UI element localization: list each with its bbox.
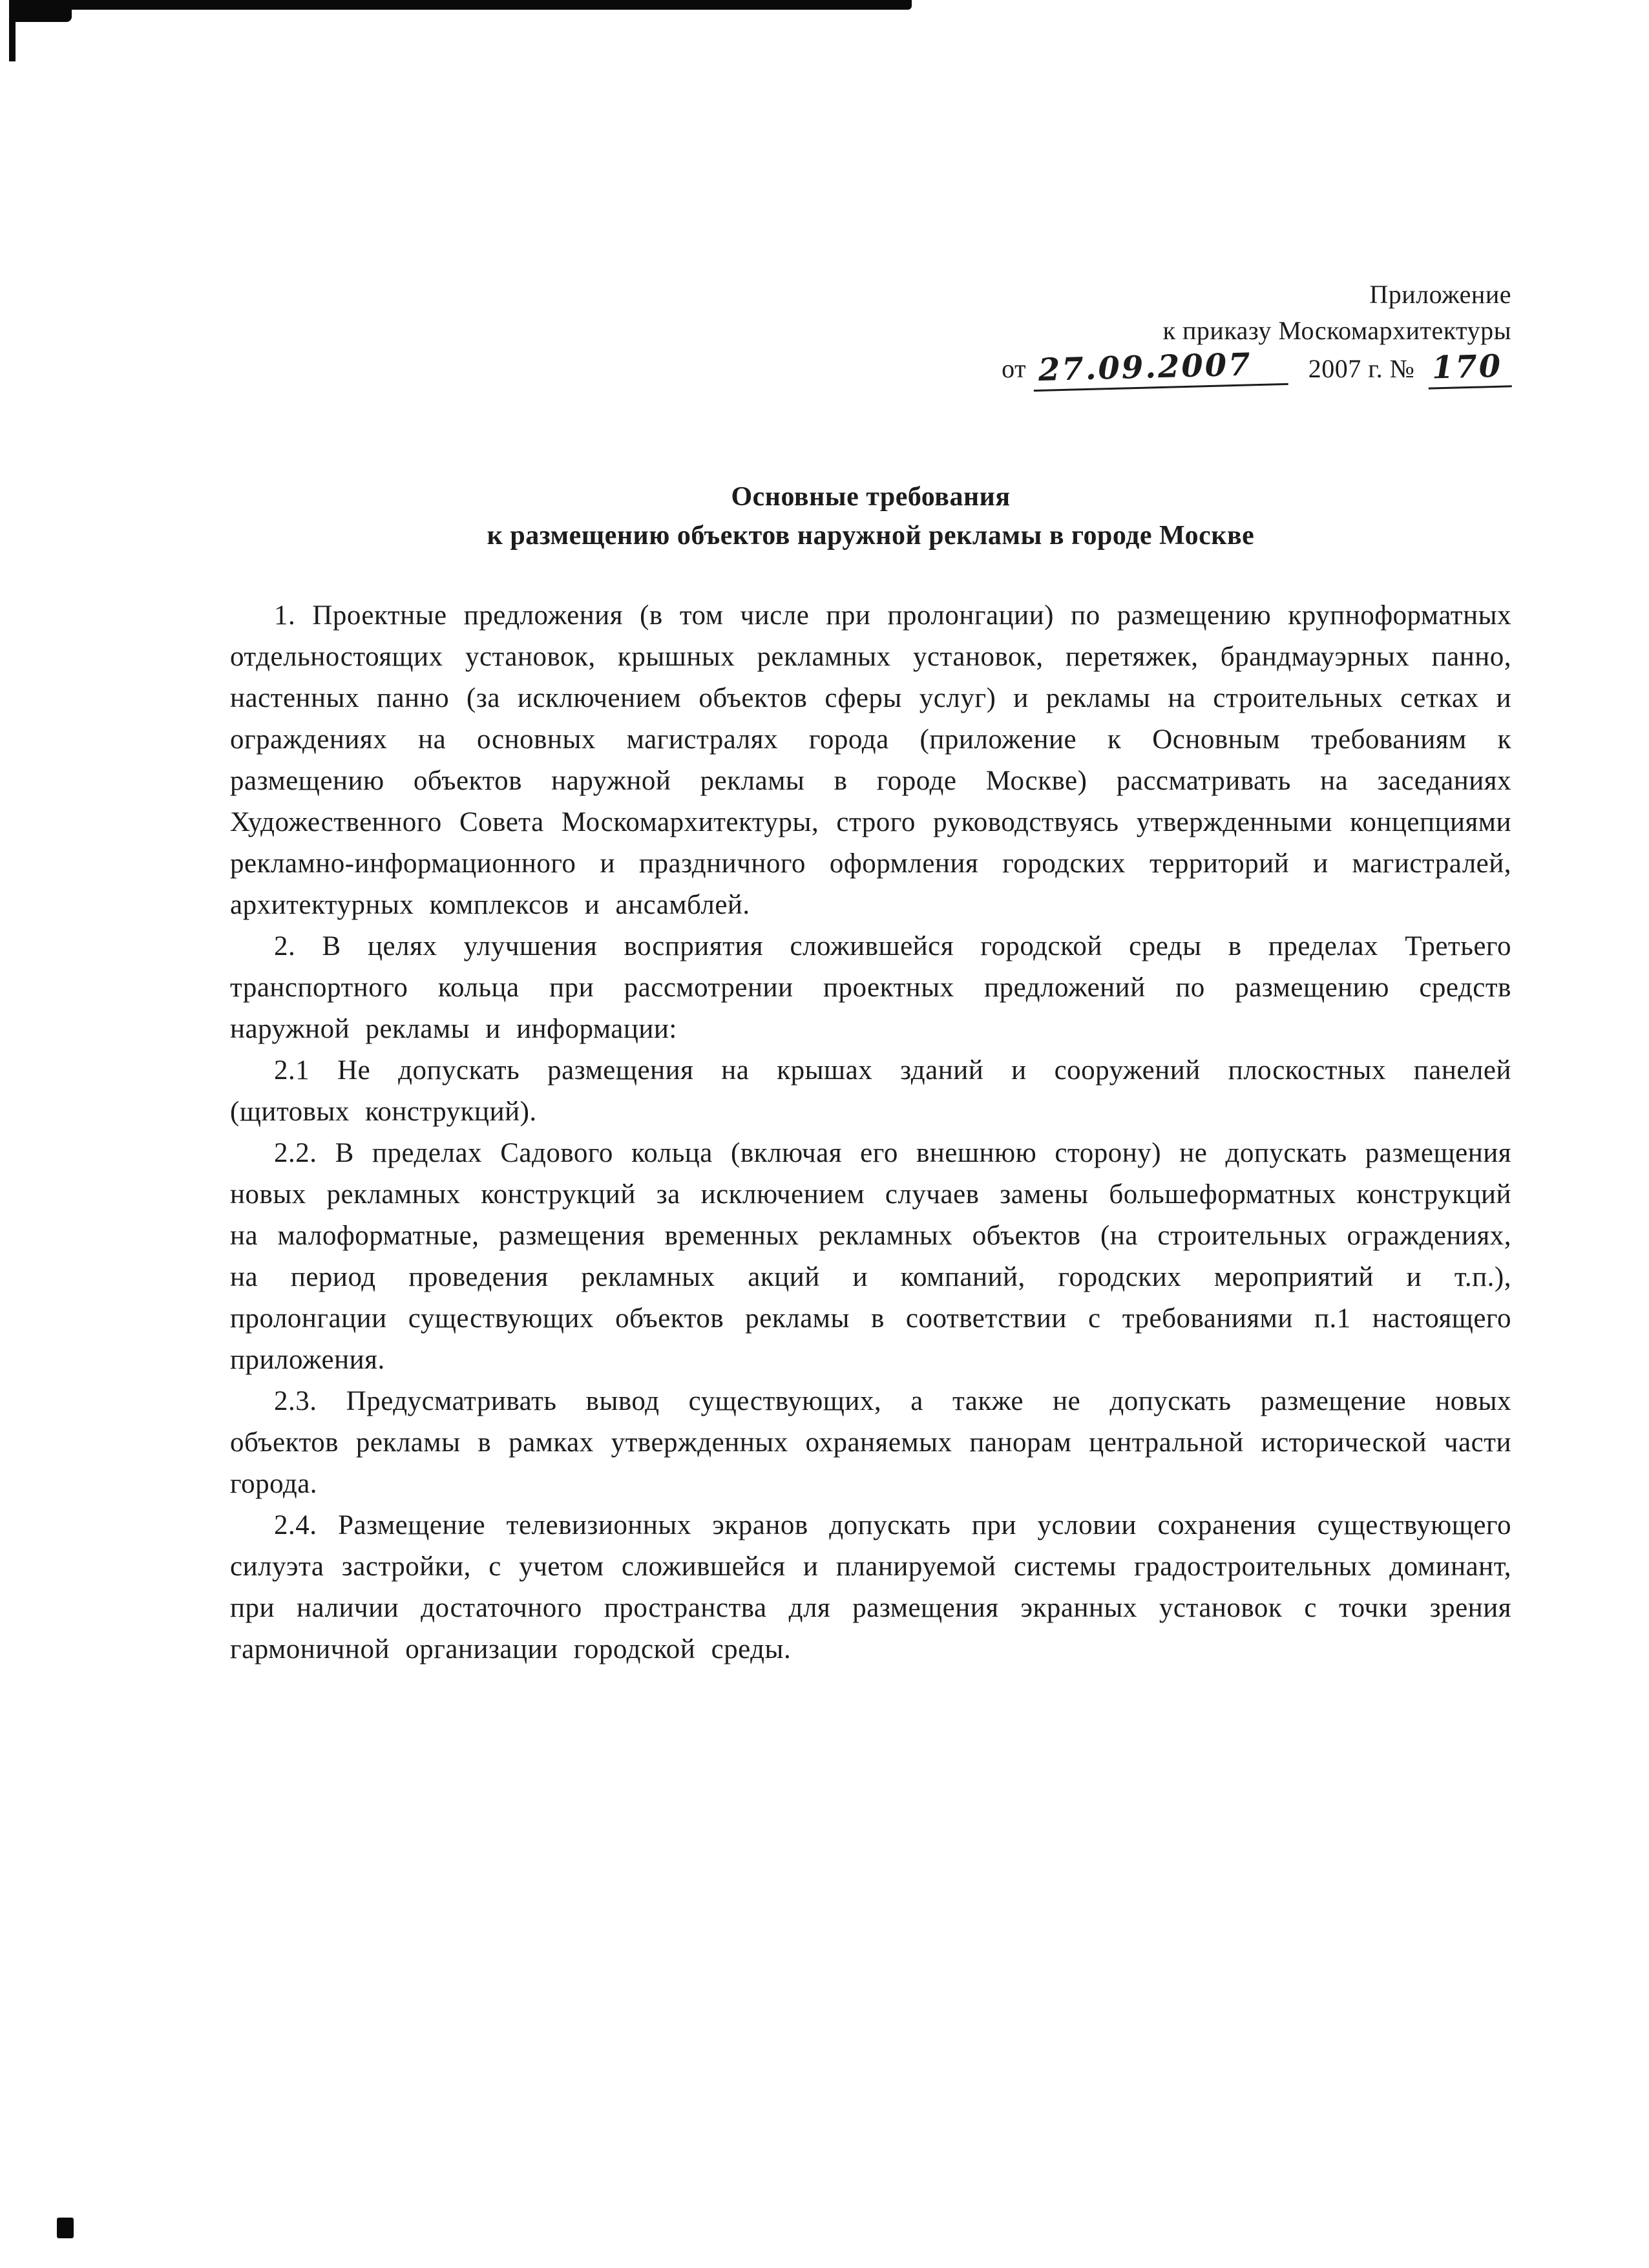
header-block [230, 277, 1511, 388]
title-line-1: Основные требования [731, 482, 1011, 512]
scan-artifact-left-line [9, 0, 16, 61]
header-line-appendix: Приложение [1369, 280, 1511, 309]
document-content [230, 277, 1511, 1670]
paragraph-2-1: 2.1 Не допускать размещения на крышах зданий и сооружений плоскостных панелей (щитовых конструкций). [230, 1055, 1511, 1127]
header-line-date-number [230, 346, 1511, 388]
scan-artifact-top-blob [10, 0, 72, 22]
handwritten-order-number: 170 [1427, 348, 1512, 389]
document-title [230, 478, 1511, 555]
paragraph-2: 2. В целях улучшения восприятия сложившейся городской среды в пределах Третьего транспортного кольца при рассмотрении проектных предложений по размещению средств наружной рекламы и информации: [230, 931, 1511, 1044]
header-year-label: 2007 г. № [1308, 354, 1415, 383]
paragraph-1: 1. Проектные предложения (в том числе при пролонгации) по размещению крупноформатных отдельностоящих установок, крышных рекламных установок, перетяжек, брандмауэрных панно, настенных панно (за исключением объектов сферы услуг) и рекламы на строительных сетках и ограждениях на основных магистралях города (приложение к Основным требованиям к размещению объектов наружной рекламы в городе Москве) рассматривать на заседаниях Художественного Совета Москомархитектуры, строго руководствуясь утвержденными концепциями рекламно-информационного и праздничного оформления городских территорий и магистралей, архитектурных комплексов и ансамблей. [230, 600, 1511, 920]
scan-artifact-bottom-mark [57, 2218, 74, 2238]
document-body [230, 595, 1511, 1670]
paragraph-2-4: 2.4. Размещение телевизионных экранов допускать при условии сохранения существующего силуэта застройки, с учетом сложившейся и планируемой системы градостроительных доминант, при наличии достаточного пространства для размещения экранных установок с точки зрения гармоничной организации городской среды. [230, 1510, 1511, 1664]
title-line-2: к размещению объектов наружной рекламы в городе Москве [487, 521, 1255, 551]
scan-artifact-top-bar [10, 0, 912, 10]
paragraph-2-2: 2.2. В пределах Садового кольца (включая его внешнюю сторону) не допускать размещения новых рекламных конструкций за исключением случаев замены большеформатных конструкций на малоформатные, размещения временных рекламных объектов (на строительных ограждениях, на период проведения рекламных акций и компаний, городских мероприятий и т.п.), пролонгации существующих объектов рекламы в соответствии с требованиями п.1 настоящего приложения. [230, 1138, 1511, 1375]
header-date-prefix: от [1002, 354, 1027, 383]
paragraph-2-3: 2.3. Предусматривать вывод существующих, а также не допускать размещение новых объектов рекламы в рамках утвержденных охраняемых панорам центральной исторической части города. [230, 1386, 1511, 1499]
header-line-order: к приказу Москомархитектуры [1162, 316, 1511, 345]
handwritten-date: 27.09.2007 [1033, 346, 1288, 392]
